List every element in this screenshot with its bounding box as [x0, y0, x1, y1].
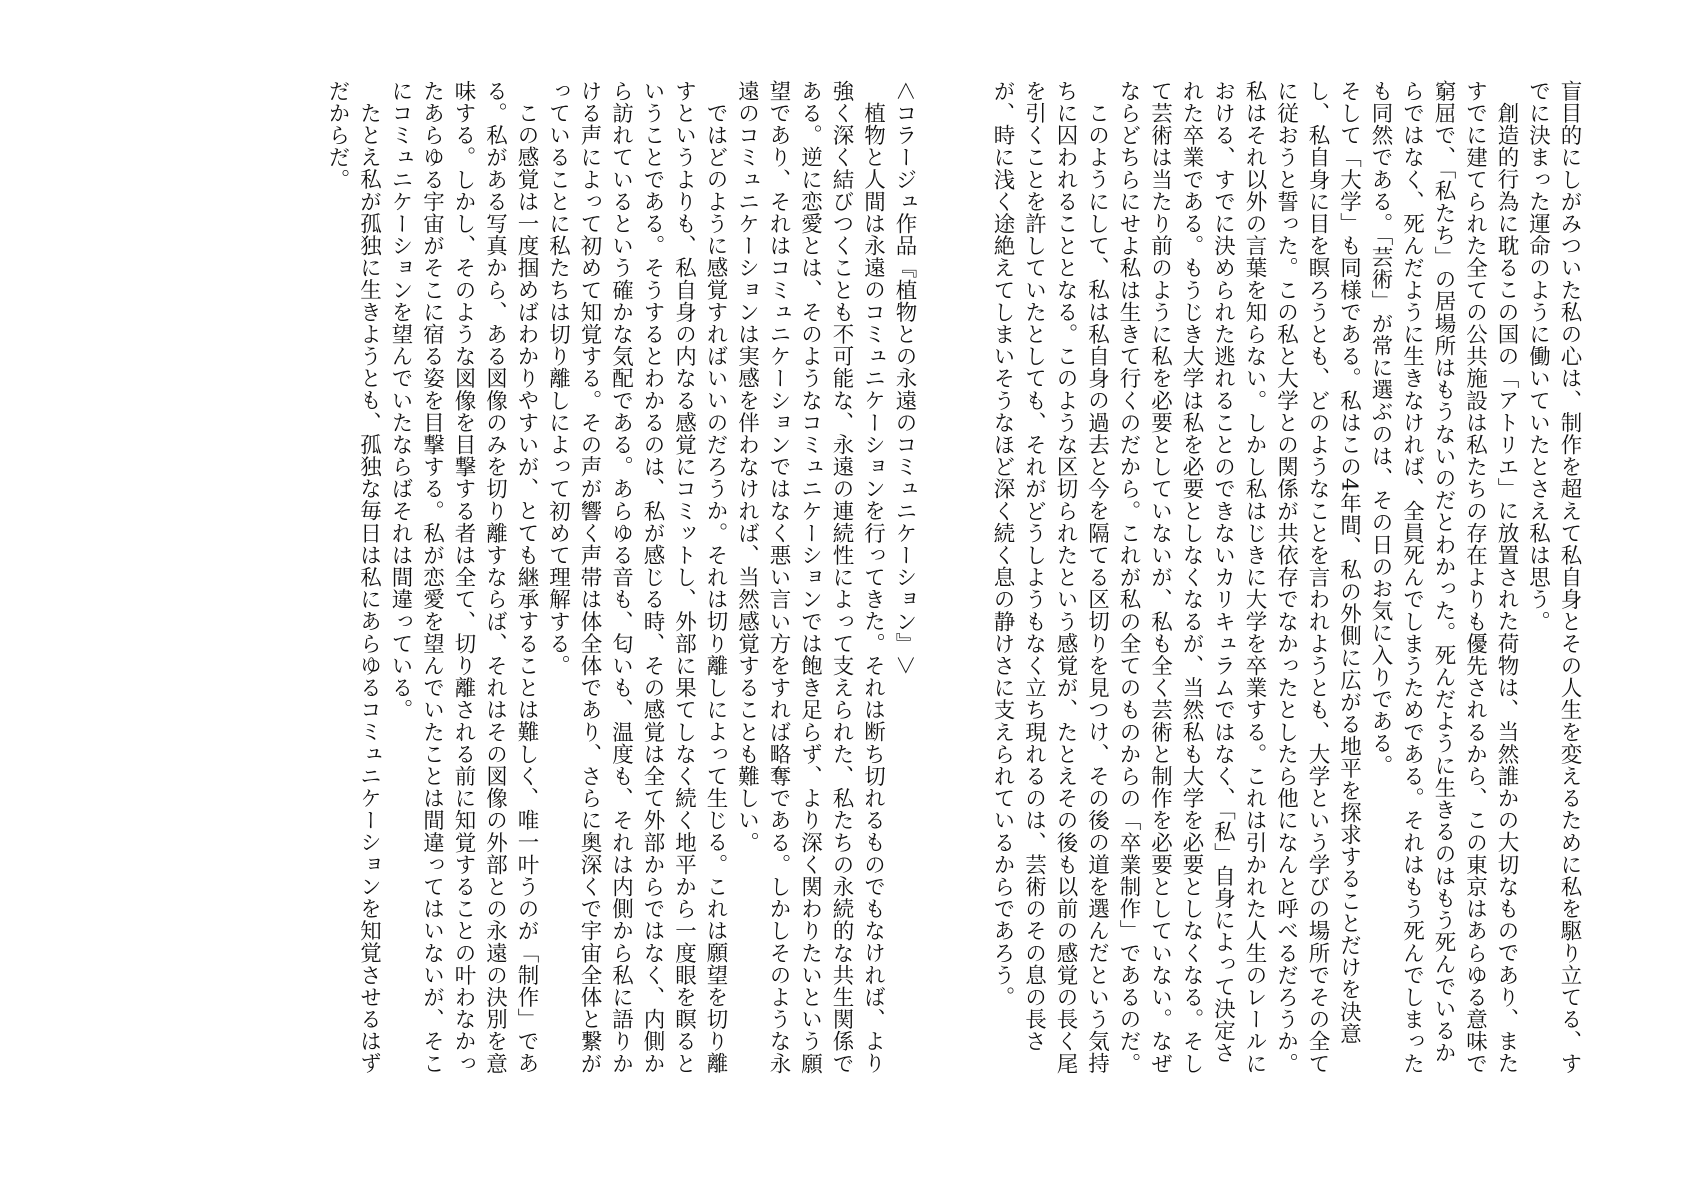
- paragraph-opening: 盲目的にしがみついた私の心は、制作を超えて私自身とその人生を変えるために私を駆り立てる、すでに決まった運命のように働いていたとさえ私は思う。: [1525, 80, 1582, 1075]
- paragraph-university: そして「大学」も同様である。私はこの4年間、私の外側に広がる地平を探求することだけを決意し、私自身に目を瞑ろうとも、どのようなことを言われようとも、大学という学びの場所でその全てに従おうと誓った。この私と大学との関係が共依存でなかったとしたら他になんと呼べるだろうか。私はそれ以外の言葉を知らない。しかし私はじきに大学を卒業する。これは引かれた人生のレールにおける、すでに決められた逃れることのできないカリキュラムではなく、「私」自身によって決定された卒業である。もうじき大学は私を必要としなくなるが、当然私も大学を必要としなくなる。そして芸術は当たり前のように私を必要としていないが、私も全く芸術と制作を必要としていない。なぜならどちらにせよ私は生きて行くのだから。これが私の全てのものからの「卒業制作」であるのだ。: [1116, 80, 1362, 1075]
- essay-section-right: [985, 80, 1585, 1080]
- paragraph-division: このようにして、私は私自身の過去と今を隔てる区切りを見つけ、その後の道を選んだという気持ちに囚われることとなる。このような区切られたという感覚が、たとえその後も以前の感覚の長く尾を引くことを許していたとしても、それがどうしようもなく立ち現れるのは、芸術のその息の長さが、時に浅く途絶えてしまいそうなほど深く続く息の静けさに支えられているからであろう。: [990, 80, 1110, 1075]
- paragraph-sensation: ではどのように感覚すればいいのだろうか。それは切り離しによって生じる。これは願望を切り離すというよりも、私自身の内なる感覚にコミットし、外部に果てしなく続く地平から一度眼を瞑るということである。そうするとわかるのは、私が感じる時、その感覚は全て外部からではなく、内側から訪れているという確かな気配である。あらゆる音も、匂いも、温度も、それは内側から私に語りかける声によって初めて知覚する。その声が響く声帯は体全体であり、さらに奥深くで宇宙全体と繋がっていることに私たちは切り離しによって初めて理解する。: [545, 80, 728, 1075]
- essay-section-left: [325, 80, 920, 1080]
- collage-work-heading: ＜コラージュ作品『植物との永遠のコミュニケーション』＞: [892, 80, 917, 677]
- paragraph-closing: たとえ私が孤独に生きようとも、孤独な毎日は私にあらゆるコミュニケーションを知覚させるはずだからだ。: [325, 80, 382, 1074]
- paragraph-plants: 植物と人間は永遠のコミュニケーションを行ってきた。それは断ち切れるものでもなければ、より強く深く結びつくことも不可能な、永遠の連続性によって支えられた、私たちの永続的な共生関係である。逆に恋愛とは、そのようなコミュニケーションでは飽き足らず、より深く関わりたいという願望であり、それはコミュニケーションではなく悪い言い方をすれば略奪である。しかしそのような永遠のコミュニケーションは実感を伴わなければ、当然感覚することも難しい。: [734, 80, 886, 1075]
- paragraph-atelier: 創造的行為に耽るこの国の「アトリエ」に放置された荷物は、当然誰かの大切なものであり、またすでに建てられた全ての公共施設は私たちの存在よりも優先されるから、この東京はあらゆる意味で窮屈で、「私たち」の居場所はもうないのだとわかった。死んだように生きるのはもう死んでいるからではなく、死んだように生きなければ、全員死んでしまうためである。それはもう死んでしまったも同然である。「芸術」が常に選ぶのは、その日のお気に入りである。: [1368, 80, 1519, 1075]
- paragraph-production: この感覚は一度掴めばわかりやすいが、とても継承することは難しく、唯一叶うのが「制作」である。私がある写真から、ある図像のみを切り離すならば、それはその図像の外部との永遠の決別を意味する。しかし、そのような図像を目撃する者は全て、切り離される前に知覚することの叶わなかったあらゆる宇宙がそこに宿る姿を目撃する。私が恋愛を望んでいたことは間違ってはいないが、そこにコミュニケーションを望んでいたならばそれは間違っている。: [388, 80, 539, 1075]
